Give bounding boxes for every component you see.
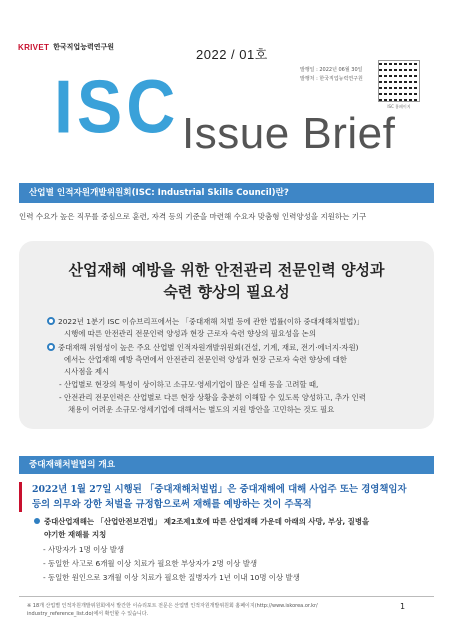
topic-dash-2: - 안전관리 전문인력은 산업별로 다른 현장 상황을 충분히 이해할 수 있도록 양성하고, 추가 인력: [59, 393, 366, 402]
topic-box: [19, 241, 434, 429]
bullet-icon: [34, 518, 40, 524]
section-lead: [19, 482, 434, 512]
issue-brief-title: Issue Brief: [182, 109, 396, 158]
publication-meta: [300, 66, 363, 84]
council-description: 인력 수요가 높은 직무를 중심으로 훈련, 자격 등의 기준을 마련해 수요자 맞춤형 인력양성을 지원하는 기구: [19, 212, 367, 221]
section-bullet: 중대산업재해는 「산업안전보건법」 제2조제1호에 따른 산업재해 가운데 아래의 사망, 부상, 질병을: [34, 516, 369, 528]
isc-title: ISC: [54, 65, 180, 150]
council-heading: 산업별 인적자원개발위원회(ISC: Industrial Skills Council)란?: [19, 183, 434, 203]
logo-text: 한국직업능력연구원: [53, 43, 114, 51]
topic-title-line1: 산업재해 예방을 위한 안전관리 전문인력 양성과: [68, 261, 385, 279]
section-heading: 중대재해처벌법의 개요: [19, 456, 434, 474]
lead-line1: 2022년 1월 27일 시행된 「중대재해처벌법」은 중대재해에 대해 사업주 또는 경영책임자: [32, 484, 407, 495]
section-sub-3: - 동일한 원인으로 3개월 이상 치료가 필요한 질병자가 1년 이내 10명 이상 발생: [43, 573, 300, 582]
topic-bullet-2-cont2: 시사점을 제시: [64, 367, 110, 376]
topic-dash-1: - 산업별로 현장의 특성이 상이하고 소규모·영세기업이 많은 실태 등을 고려할 때,: [59, 380, 319, 389]
publisher: 발행처 : 한국직업능력연구원: [300, 76, 363, 82]
section-sub-2: - 동일한 사고로 6개월 이상 치료가 필요한 부상자가 2명 이상 발생: [43, 559, 258, 568]
section-bullet-cont: 야기한 재해를 지칭: [44, 530, 107, 539]
topic-bullet-1-cont: 시행에 따른 안전관리 전문인력 양성과 현장 근로자 숙련 향상의 필요성을 논의: [64, 329, 316, 338]
qr-code-icon[interactable]: [378, 60, 420, 102]
section-sub-1: - 사망자가 1명 이상 발생: [43, 545, 125, 554]
page-number: 1: [400, 602, 406, 611]
footer-divider: [19, 596, 434, 597]
topic-title-line2: 숙련 향상의 필요성: [163, 283, 290, 301]
topic-bullet-2: 중대재해 위험성이 높은 주요 산업별 인적자원개발위원회(건설, 기계, 재료, 전기·에너지·자원): [47, 342, 358, 353]
logo-mark: KRIVET: [18, 42, 50, 52]
krivet-logo: [18, 42, 114, 52]
issue-number: 2022 / 01호: [196, 47, 268, 62]
bullet-icon: [47, 343, 55, 351]
topic-bullet-1: 2022년 1분기 ISC 이슈브리프에서는 「중대재해 처벌 등에 관한 법률(이하 중대재해처벌법)」: [47, 316, 364, 327]
lead-line2: 등의 의무와 강한 처벌을 규정함으로써 재해를 예방하는 것이 주목적: [32, 499, 312, 510]
publish-date: 발행일 : 2022년 06월 30일: [300, 67, 363, 73]
footer-note: [27, 602, 318, 618]
footer-note-line2: industry_reference_list.do)에서 확인할 수 있습니다.: [27, 611, 149, 617]
topic-bullet-2-cont: 에서는 산업재해 예방 측면에서 안전관리 전문인력 양성과 현장 근로자 숙련 향상에 대한: [64, 355, 347, 364]
footer-note-line1: ※ 18개 산업별 인적자원개발위원회에서 발간한 이슈리포트 전문은 산업별 인적자원개발위원회 홈페이지(http://www.iskorea.or.kr/: [27, 603, 318, 609]
topic-dash-2-cont: 채용이 어려운 소규모·영세기업에 대해서는 별도의 지원 방안을 고민하는 것도 필요: [68, 405, 335, 414]
bullet-icon: [47, 317, 55, 325]
topic-title: [19, 259, 434, 303]
qr-caption: ISC 홈페이지: [387, 104, 411, 109]
